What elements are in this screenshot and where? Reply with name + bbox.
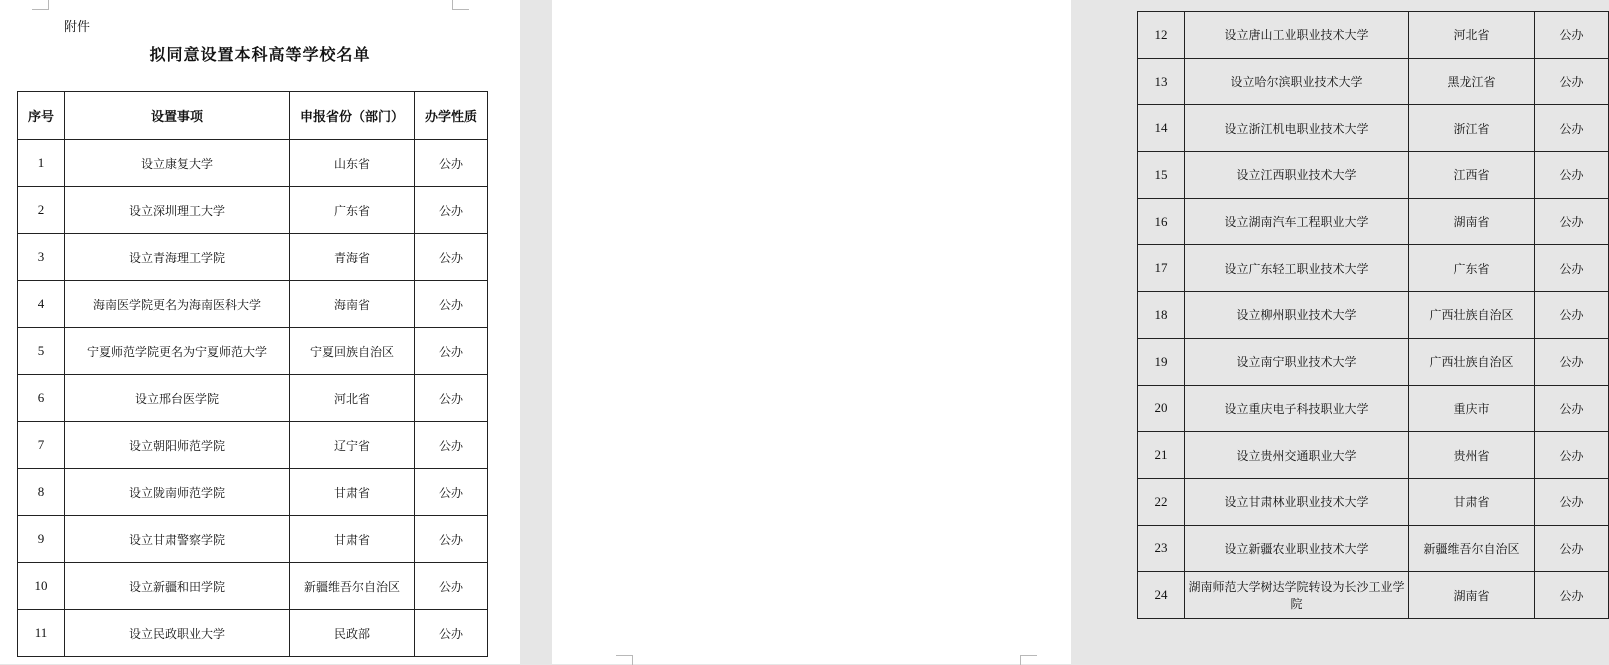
row-nature: 公办 xyxy=(1535,432,1609,479)
table-row xyxy=(1138,432,1609,479)
table-row xyxy=(18,469,488,516)
table-row xyxy=(1138,338,1609,385)
row-item: 设立湖南汽车工程职业大学 xyxy=(1185,198,1409,245)
row-nature: 公办 xyxy=(415,422,488,469)
row-nature: 公办 xyxy=(1535,105,1609,152)
row-number: 21 xyxy=(1138,432,1185,479)
row-nature: 公办 xyxy=(415,281,488,328)
row-item: 设立哈尔滨职业技术大学 xyxy=(1185,58,1409,105)
row-item: 设立柳州职业技术大学 xyxy=(1185,292,1409,339)
crop-mark xyxy=(452,0,469,10)
table-row xyxy=(1138,292,1609,339)
header-no: 序号 xyxy=(18,92,65,140)
row-item: 设立贵州交通职业大学 xyxy=(1185,432,1409,479)
row-nature: 公办 xyxy=(1535,385,1609,432)
table-row xyxy=(1138,525,1609,572)
row-number: 13 xyxy=(1138,58,1185,105)
row-province: 河北省 xyxy=(1409,12,1535,59)
crop-mark xyxy=(616,655,633,665)
table-row xyxy=(1138,478,1609,525)
row-nature: 公办 xyxy=(415,187,488,234)
row-province: 民政部 xyxy=(290,610,415,657)
row-nature: 公办 xyxy=(415,516,488,563)
table-row xyxy=(18,516,488,563)
row-province: 广西壮族自治区 xyxy=(1409,292,1535,339)
row-nature: 公办 xyxy=(1535,198,1609,245)
row-item: 设立甘肃警察学院 xyxy=(65,516,290,563)
row-item: 海南医学院更名为海南医科大学 xyxy=(65,281,290,328)
table-row xyxy=(1138,152,1609,199)
row-nature: 公办 xyxy=(415,469,488,516)
table-row xyxy=(1138,245,1609,292)
row-province: 宁夏回族自治区 xyxy=(290,328,415,375)
row-item: 设立康复大学 xyxy=(65,140,290,187)
row-number: 14 xyxy=(1138,105,1185,152)
row-nature: 公办 xyxy=(415,563,488,610)
row-item: 设立深圳理工大学 xyxy=(65,187,290,234)
row-number: 12 xyxy=(1138,12,1185,59)
row-number: 11 xyxy=(18,610,65,657)
table-header-row xyxy=(18,92,488,140)
row-nature: 公办 xyxy=(1535,245,1609,292)
row-number: 15 xyxy=(1138,152,1185,199)
header-nature: 办学性质 xyxy=(415,92,488,140)
row-nature: 公办 xyxy=(415,375,488,422)
row-number: 19 xyxy=(1138,338,1185,385)
table-row xyxy=(18,140,488,187)
row-item: 湖南师范大学树达学院转设为长沙工业学院 xyxy=(1185,572,1409,619)
row-nature: 公办 xyxy=(1535,525,1609,572)
row-item: 设立重庆电子科技职业大学 xyxy=(1185,385,1409,432)
table-row xyxy=(1138,385,1609,432)
row-nature: 公办 xyxy=(1535,152,1609,199)
row-number: 22 xyxy=(1138,478,1185,525)
table-row xyxy=(18,422,488,469)
row-number: 16 xyxy=(1138,198,1185,245)
table-row xyxy=(18,375,488,422)
row-item: 设立朝阳师范学院 xyxy=(65,422,290,469)
row-item: 设立新疆和田学院 xyxy=(65,563,290,610)
document-page-left xyxy=(0,0,520,664)
table-row xyxy=(18,563,488,610)
row-nature: 公办 xyxy=(415,328,488,375)
row-nature: 公办 xyxy=(1535,292,1609,339)
row-province: 青海省 xyxy=(290,234,415,281)
row-item: 设立邢台医学院 xyxy=(65,375,290,422)
table-row xyxy=(18,234,488,281)
row-province: 新疆维吾尔自治区 xyxy=(290,563,415,610)
row-province: 广东省 xyxy=(290,187,415,234)
row-number: 9 xyxy=(18,516,65,563)
row-number: 17 xyxy=(1138,245,1185,292)
row-province: 贵州省 xyxy=(1409,432,1535,479)
row-number: 20 xyxy=(1138,385,1185,432)
table-row xyxy=(18,610,488,657)
row-number: 3 xyxy=(18,234,65,281)
row-province: 海南省 xyxy=(290,281,415,328)
row-item: 设立陇南师范学院 xyxy=(65,469,290,516)
row-number: 23 xyxy=(1138,525,1185,572)
row-nature: 公办 xyxy=(1535,12,1609,59)
row-item: 设立南宁职业技术大学 xyxy=(1185,338,1409,385)
row-number: 5 xyxy=(18,328,65,375)
university-table-right xyxy=(1137,11,1609,619)
row-province: 黑龙江省 xyxy=(1409,58,1535,105)
row-nature: 公办 xyxy=(1535,478,1609,525)
row-item: 设立浙江机电职业技术大学 xyxy=(1185,105,1409,152)
row-item: 宁夏师范学院更名为宁夏师范大学 xyxy=(65,328,290,375)
row-item: 设立民政职业大学 xyxy=(65,610,290,657)
row-province: 浙江省 xyxy=(1409,105,1535,152)
row-item: 设立新疆农业职业技术大学 xyxy=(1185,525,1409,572)
row-number: 18 xyxy=(1138,292,1185,339)
row-item: 设立唐山工业职业技术大学 xyxy=(1185,12,1409,59)
row-province: 甘肃省 xyxy=(290,516,415,563)
table-row xyxy=(1138,58,1609,105)
row-number: 8 xyxy=(18,469,65,516)
table-row xyxy=(18,281,488,328)
table-body-right xyxy=(1138,12,1609,619)
row-province: 甘肃省 xyxy=(1409,478,1535,525)
table-row xyxy=(18,187,488,234)
table-row xyxy=(1138,105,1609,152)
crop-mark xyxy=(1020,655,1037,665)
row-number: 4 xyxy=(18,281,65,328)
attachment-label: 附件 xyxy=(64,20,91,35)
row-number: 6 xyxy=(18,375,65,422)
table-row xyxy=(1138,572,1609,619)
row-province: 广东省 xyxy=(1409,245,1535,292)
table-row xyxy=(18,328,488,375)
row-province: 甘肃省 xyxy=(290,469,415,516)
document-page-right xyxy=(552,0,1584,664)
row-nature: 公办 xyxy=(415,610,488,657)
row-nature: 公办 xyxy=(1535,58,1609,105)
row-item: 设立青海理工学院 xyxy=(65,234,290,281)
row-province: 湖南省 xyxy=(1409,198,1535,245)
university-table-left xyxy=(17,91,488,657)
row-item: 设立甘肃林业职业技术大学 xyxy=(1185,478,1409,525)
row-nature: 公办 xyxy=(415,140,488,187)
crop-mark xyxy=(32,0,49,10)
row-province: 河北省 xyxy=(290,375,415,422)
row-nature: 公办 xyxy=(1535,572,1609,619)
header-item: 设置事项 xyxy=(65,92,290,140)
row-province: 广西壮族自治区 xyxy=(1409,338,1535,385)
header-province: 申报省份（部门） xyxy=(290,92,415,140)
row-nature: 公办 xyxy=(1535,338,1609,385)
document-title: 拟同意设置本科高等学校名单 xyxy=(149,45,371,64)
table-body-left xyxy=(18,140,488,657)
row-item: 设立江西职业技术大学 xyxy=(1185,152,1409,199)
row-province: 山东省 xyxy=(290,140,415,187)
row-province: 重庆市 xyxy=(1409,385,1535,432)
row-province: 江西省 xyxy=(1409,152,1535,199)
row-number: 24 xyxy=(1138,572,1185,619)
row-number: 1 xyxy=(18,140,65,187)
row-province: 新疆维吾尔自治区 xyxy=(1409,525,1535,572)
row-province: 湖南省 xyxy=(1409,572,1535,619)
table-row xyxy=(1138,198,1609,245)
row-item: 设立广东轻工职业技术大学 xyxy=(1185,245,1409,292)
row-number: 7 xyxy=(18,422,65,469)
row-province: 辽宁省 xyxy=(290,422,415,469)
row-number: 2 xyxy=(18,187,65,234)
row-number: 10 xyxy=(18,563,65,610)
table-row xyxy=(1138,12,1609,59)
row-nature: 公办 xyxy=(415,234,488,281)
